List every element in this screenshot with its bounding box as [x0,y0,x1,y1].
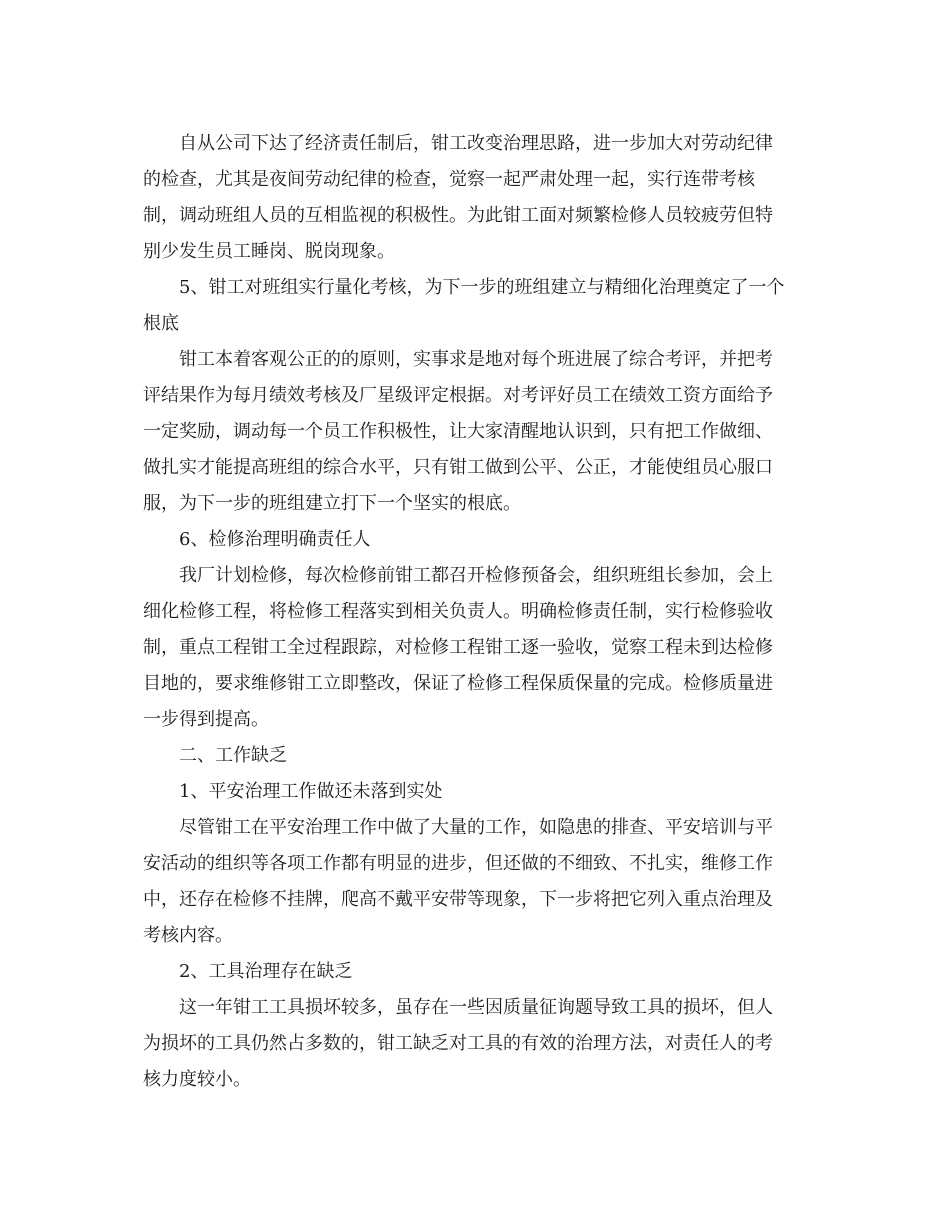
text-line: 目地的，要求维修钳工立即整改，保证了检修工程保质保量的完成。检修质量进 [143,673,773,694]
text-line: 核力度较小。 [143,1069,251,1090]
text-line: 做扎实才能提高班组的综合水平，只有钳工做到公平、公正，才能使组员心服口 [143,457,773,478]
text-line: 根底 [143,313,179,334]
text-line: 1、平安治理工作做还未落到实处 [179,781,443,802]
text-line: 制，调动班组人员的互相监视的积极性。为此钳工面对频繁检修人员较疲劳但特 [143,205,773,226]
text-line: 安活动的组织等各项工作都有明显的进步，但还做的不细致、不扎实，维修工作 [143,853,773,874]
text-line: 中，还存在检修不挂牌，爬高不戴平安带等现象，下一步将把它列入重点治理及 [143,889,773,910]
text-line: 2、工具治理存在缺乏 [179,961,353,982]
text-line: 自从公司下达了经济责任制后，钳工改变治理思路，进一步加大对劳动纪律 [179,133,773,154]
text-line: 为损坏的工具仍然占多数的，钳工缺乏对工具的有效的治理方法，对责任人的考 [143,1033,773,1054]
text-line: 细化检修工程，将检修工程落实到相关负责人。明确检修责任制，实行检修验收 [143,601,773,622]
text-line: 制，重点工程钳工全过程跟踪，对检修工程钳工逐一验收，觉察工程未到达检修 [143,637,773,658]
text-line: 一步得到提高。 [143,709,269,730]
document-body [143,126,809,1098]
text-line: 这一年钳工工具损坏较多，虽存在一些因质量征询题导致工具的损坏，但人 [179,997,773,1018]
text-line: 二、工作缺乏 [179,745,287,766]
text-line: 的检查，尤其是夜间劳动纪律的检查，觉察一起严肃处理一起，实行连带考核 [143,169,755,190]
text-line: 考核内容。 [143,925,233,946]
text-line: 我厂计划检修，每次检修前钳工都召开检修预备会，组织班组长参加，会上 [179,565,773,586]
text-line: 评结果作为每月绩效考核及厂星级评定根据。对考评好员工在绩效工资方面给予 [143,385,773,406]
text-line: 6、检修治理明确责任人 [179,529,371,550]
text-line: 尽管钳工在平安治理工作中做了大量的工作，如隐患的排查、平安培训与平 [179,817,773,838]
text-line: 钳工本着客观公正的的原则，实事求是地对每个班进展了综合考评，并把考 [179,349,773,370]
text-line: 服，为下一步的班组建立打下一个坚实的根底。 [143,493,521,514]
text-line: 一定奖励，调动每一个员工作积极性，让大家清醒地认识到，只有把工作做细、 [143,421,773,442]
text-line: 5、钳工对班组实行量化考核，为下一步的班组建立与精细化治理奠定了一个 [179,277,785,298]
text-line: 别少发生员工睡岗、脱岗现象。 [143,241,395,262]
